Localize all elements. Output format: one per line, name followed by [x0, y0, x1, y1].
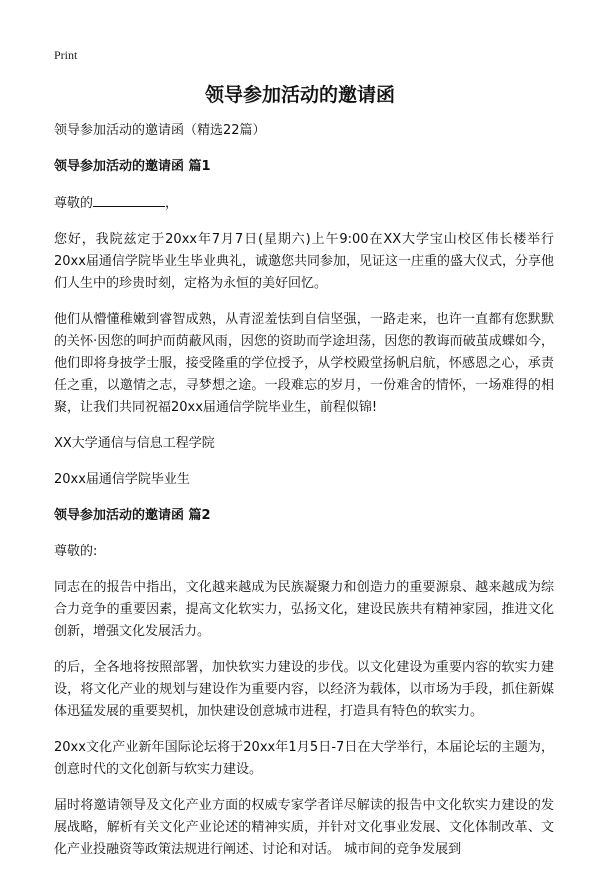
name-blank-line: [93, 192, 165, 207]
section-2-salutation: 尊敬的:: [54, 544, 98, 559]
section-1-paragraph: 您好，我院兹定于20xx年7月7日(星期六)上午9:00在XX大学宝山校区伟长楼举行20xx届通信学院毕业生毕业典礼，诚邀您共同参加，见证这一庄重的盛大仪式，分享他们人生中的珍贵时刻，定格为永恒的美好回忆。: [54, 232, 554, 291]
section-1-paragraph: 他们从懵懂稚嫩到睿智成熟，从青涩羞怯到自信坚强，一路走来，也许一直都有您默默的关怀·因您的呵护而荫蔽风雨，因您的资助而学途坦荡，因您的教诲而破茧成蝶如今，他们即将身披学士服，接受隆重的学位授予，从学校殿堂扬帆启航，怀感恩之心，承责任之重，以邀情之志，寻梦想之途。一段难忘的岁月，一份难舍的情怀，一场难得的相聚，让我们共同祝福20xx届通信学院毕业生，前程似锦!: [54, 312, 554, 415]
section-2-paragraph: 同志在的报告中指出，文化越来越成为民族凝聚力和创造力的重要源泉、越来越成为综合力竞争的重要因素，提高文化软实力，弘扬文化，建设民族共有精神家园，推进文化创新，增强文化发展活力。: [54, 580, 554, 639]
section-2-heading: 领导参加活动的邀请函 篇2: [54, 508, 211, 523]
section-1-heading: 领导参加活动的邀请函 篇1: [54, 159, 211, 174]
page-title: 领导参加活动的邀请函: [204, 84, 395, 106]
document-content: [54, 120, 554, 875]
signature-group: 20xx届通信学院毕业生: [54, 472, 190, 487]
intro-line: 领导参加活动的邀请函（精选22篇）: [54, 123, 266, 138]
print-link[interactable]: Print: [54, 48, 78, 62]
salutation-suffix: ，: [165, 196, 179, 211]
section-2-paragraph: 的后，全各地将按照部署，加快软实力建设的步伐。以文化建设为重要内容的软实力建设，将文化产业的规划与建设作为重要内容，以经济为载体，以市场为手段，抓住新媒体迅猛发展的重要契机，加快建设创意城市进程，打造具有特色的软实力。: [54, 660, 554, 719]
section-1-salutation: [54, 192, 554, 215]
section-2-paragraph: 届时将邀请领导及文化产业方面的权威专家学者详尽解读的报告中文化软实力建设的发展战略，解析有关文化产业论述的精神实质，并针对文化事业发展、文化体制改革、文化产业投融资等政策法规进行阐述、讨论和对话。 城市间的竞争发展到: [54, 798, 554, 857]
salutation-prefix: 尊敬的: [54, 196, 94, 211]
signature-organization: XX大学通信与信息工程学院: [54, 436, 215, 451]
section-2-paragraph: 20xx文化产业新年国际论坛将于20xx年1月5日-7日在大学举行，本届论坛的主题为，创意时代的文化创新与软实力建设。: [54, 740, 554, 777]
